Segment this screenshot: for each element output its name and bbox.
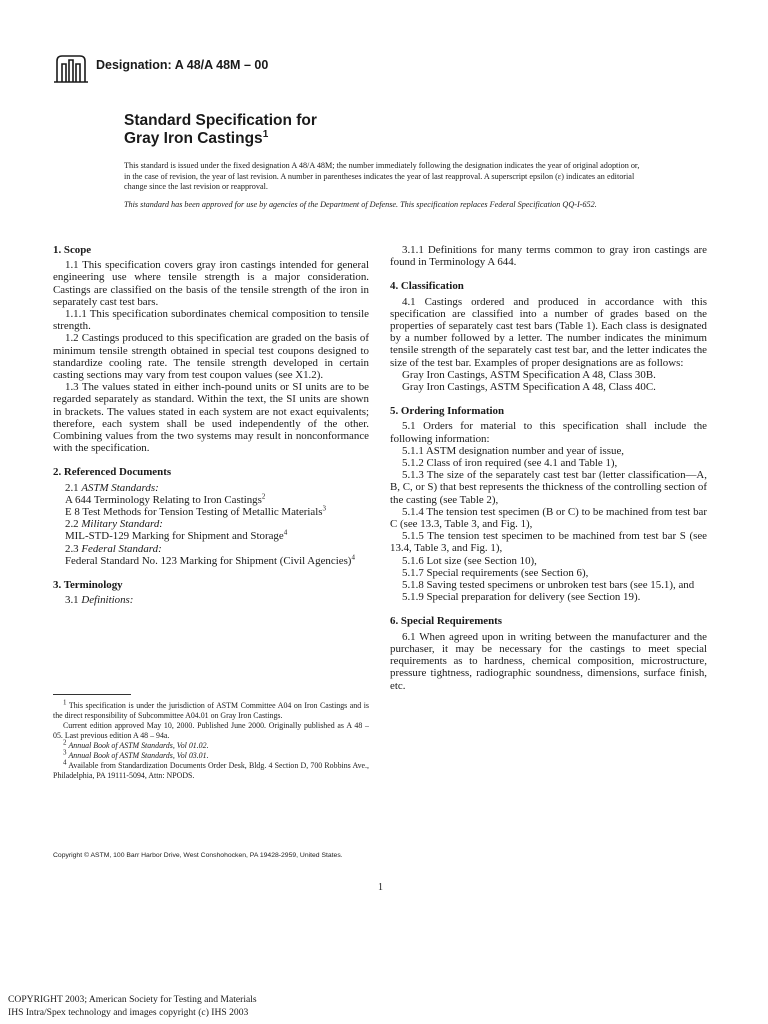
footnote-2 bbox=[53, 738, 369, 751]
para-2-2-label: Military Standard: bbox=[81, 518, 163, 531]
notice-text: This standard is issued under the fixed designation A 48/A 48M; the number immediately following the designation indicates the year of original adoption or, in the case of revision, the year of last revision. A number in parentheses indicates the year of last reapproval. A superscript epsilon (ε) indicates an editorial change since the last revision or reapproval. bbox=[124, 161, 640, 192]
footnote-1-text: This specification is under the jurisdiction of ASTM Committee A04 on Iron Castings and is the direct responsibility of Subcommittee A04.01 on Gray Iron Castings. bbox=[53, 701, 369, 720]
dod-notice: This standard has been approved for use by agencies of the Department of Defense. This specification replaces Federal Specification QQ-I-652. bbox=[124, 199, 597, 209]
footnote-3-mark: 3 bbox=[63, 748, 67, 757]
designation: Designation: A 48/A 48M – 00 bbox=[96, 58, 269, 72]
footnote-4-text: Available from Standardization Documents Order Desk, Bldg. 4 Section D, 700 Robbins Ave., Philadelphia, PA 19111-5094, Attn: NPODS. bbox=[53, 761, 369, 780]
ref-a644-text: A 644 Terminology Relating to Iron Castings bbox=[65, 493, 262, 506]
para-5-1-6: 5.1.6 Lot size (see Section 10), bbox=[402, 554, 537, 567]
para-5-1-7: 5.1.7 Special requirements (see Section 6), bbox=[402, 566, 589, 579]
title-text: Gray Iron Castings bbox=[124, 130, 263, 147]
ref-mil-std bbox=[65, 530, 369, 542]
example-class-30b: Gray Iron Castings, ASTM Specification A 48, Class 30B. bbox=[402, 368, 656, 381]
footnote-2-mark: 2 bbox=[63, 738, 67, 747]
footnote-rule bbox=[53, 694, 131, 695]
para-2-3 bbox=[53, 543, 369, 555]
ref-mil-std-note: 4 bbox=[283, 528, 288, 537]
page-title bbox=[124, 112, 317, 148]
para-2-1-label: ASTM Standards: bbox=[81, 481, 159, 494]
ref-a644-note: 2 bbox=[261, 492, 266, 501]
example-class-40c: Gray Iron Castings, ASTM Specification A 48, Class 40C. bbox=[402, 381, 656, 394]
para-2-2-num: 2.2 bbox=[65, 518, 79, 531]
footnote-3 bbox=[53, 748, 369, 761]
para-1-1-1: 1.1.1 This specification subordinates chemical composition to tensile strength. bbox=[53, 308, 369, 333]
right-column bbox=[390, 244, 707, 692]
ref-e8-text: E 8 Test Methods for Tension Testing of Metallic Materials bbox=[65, 506, 323, 519]
section-6-heading: 6. Special Requirements bbox=[390, 615, 503, 628]
para-5-1-8: 5.1.8 Saving tested specimens or unbroken test bars (see 15.1), and bbox=[402, 579, 695, 592]
astm-copyright: Copyright © ASTM, 100 Barr Harbor Drive, West Conshohocken, PA 19428-2959, United States. bbox=[53, 852, 343, 859]
para-5-1-2: 5.1.2 Class of iron required (see 4.1 and Table 1), bbox=[402, 457, 618, 470]
footnote-4 bbox=[53, 758, 369, 781]
para-5-1-3: 5.1.3 The size of the separately cast test bar (letter classification—A, B, C, or S) that best represents the thickness of the controlling section of the casting (see Table 2), bbox=[390, 469, 707, 506]
ref-e8-note: 3 bbox=[322, 504, 327, 513]
para-5-1-9: 5.1.9 Special preparation for delivery (see Section 19). bbox=[402, 591, 641, 604]
section-4-heading: 4. Classification bbox=[390, 280, 464, 293]
ref-fed-std-note: 4 bbox=[351, 553, 355, 562]
footnote-4-mark: 4 bbox=[63, 758, 67, 767]
astm-logo bbox=[52, 52, 90, 86]
section-1-heading: 1. Scope bbox=[53, 244, 92, 256]
footnote-1-mark: 1 bbox=[63, 698, 67, 707]
page-number: 1 bbox=[378, 882, 383, 893]
para-5-1-1: 5.1.1 ASTM designation number and year of issue, bbox=[402, 444, 625, 457]
para-1-1: 1.1 This specification covers gray iron castings intended for general engineering use where tensile strength is a major consideration. Castings are classified on the basis of the tensile strength of the iron in separately cast test bars. bbox=[53, 259, 369, 308]
footnote-1 bbox=[53, 698, 369, 721]
para-5-1: 5.1 Orders for material to this specification shall include the following information: bbox=[390, 420, 707, 445]
ref-e8 bbox=[65, 506, 369, 518]
footnote-2-text: Annual Book of ASTM Standards, Vol 01.02. bbox=[68, 741, 209, 750]
title-line-2 bbox=[124, 130, 317, 148]
title-footnote-mark: 1 bbox=[262, 128, 269, 140]
para-3-1 bbox=[53, 594, 369, 606]
section-2-heading: 2. Referenced Documents bbox=[53, 466, 172, 479]
ihs-copyright bbox=[8, 994, 257, 1019]
footnotes bbox=[53, 698, 369, 781]
para-2-2 bbox=[53, 518, 369, 530]
standard-notice bbox=[124, 161, 644, 210]
ref-fed-std-text: Federal Standard No. 123 Marking for Shipment (Civil Agencies) bbox=[65, 554, 352, 567]
ref-mil-std-text: MIL-STD-129 Marking for Shipment and Storage bbox=[65, 530, 284, 543]
para-2-3-num: 2.3 bbox=[65, 542, 79, 555]
para-2-3-label: Federal Standard: bbox=[81, 542, 162, 555]
para-3-1-1: 3.1.1 Definitions for many terms common to gray iron castings are found in Terminology A 644. bbox=[390, 244, 707, 269]
left-column bbox=[53, 244, 369, 606]
para-3-1-num: 3.1 bbox=[65, 594, 79, 607]
title-line-1: Standard Specification for bbox=[124, 112, 317, 129]
para-1-3: 1.3 The values stated in either inch-pound units or SI units are to be regarded separately as standard. Within the text, the SI units are shown in brackets. The values stated in each system are not exact equivalents; therefore, each system shall be used independently of the other. Combining values from the two systems may result in nonconformance with the specification. bbox=[53, 381, 369, 455]
para-5-1-5: 5.1.5 The tension test specimen to be machined from test bar S (see 13.4, Table 3, and Fig. 1), bbox=[390, 530, 707, 555]
section-5-heading: 5. Ordering Information bbox=[390, 405, 505, 418]
para-4-1: 4.1 Castings ordered and produced in accordance with this specification are classified into a number of grades based on the properties of separately cast test bars (Table 1). Each class is designated by a number followed by a letter. The number indicates the minimum tensile strength of the separately cast test bar, and the letter indicates the size of the test bar. Examples of proper designations are as follows: bbox=[390, 295, 707, 369]
para-2-1 bbox=[53, 482, 369, 494]
para-6-1: 6.1 When agreed upon in writing between the manufacturer and the purchaser, it may be necessary for the castings to meet special requirements as to hardness, chemical composition, microstructure, pressure tightness, radiographic soundness, dimensions, surface finish, etc. bbox=[390, 630, 707, 692]
para-2-1-num: 2.1 bbox=[65, 481, 79, 494]
ihs-line-2: IHS Intra/Spex technology and images copyright (c) IHS 2003 bbox=[8, 1006, 249, 1018]
footnote-1b: Current edition approved May 10, 2000. Published June 2000. Originally published as A 48 – 05. Last previous edition A 48 – 94a. bbox=[53, 721, 369, 740]
para-5-1-4: 5.1.4 The tension test specimen (B or C) to be machined from test bar C (see 13.3, Table 3, and Fig. 1), bbox=[390, 505, 707, 531]
ref-fed-std bbox=[65, 555, 369, 567]
ihs-line-1: COPYRIGHT 2003; American Society for Testing and Materials bbox=[8, 994, 257, 1005]
section-3-heading: 3. Terminology bbox=[53, 579, 123, 592]
footnote-3-text: Annual Book of ASTM Standards, Vol 03.01. bbox=[68, 751, 209, 760]
para-1-2: 1.2 Castings produced to this specification are graded on the basis of minimum tensile strength obtained in special test coupons designed to standardize cooling rate. The tensile strength developed in certain casting sections may vary from test coupon values (see X1.2). bbox=[53, 332, 369, 382]
para-3-1-label: Definitions: bbox=[81, 594, 134, 607]
